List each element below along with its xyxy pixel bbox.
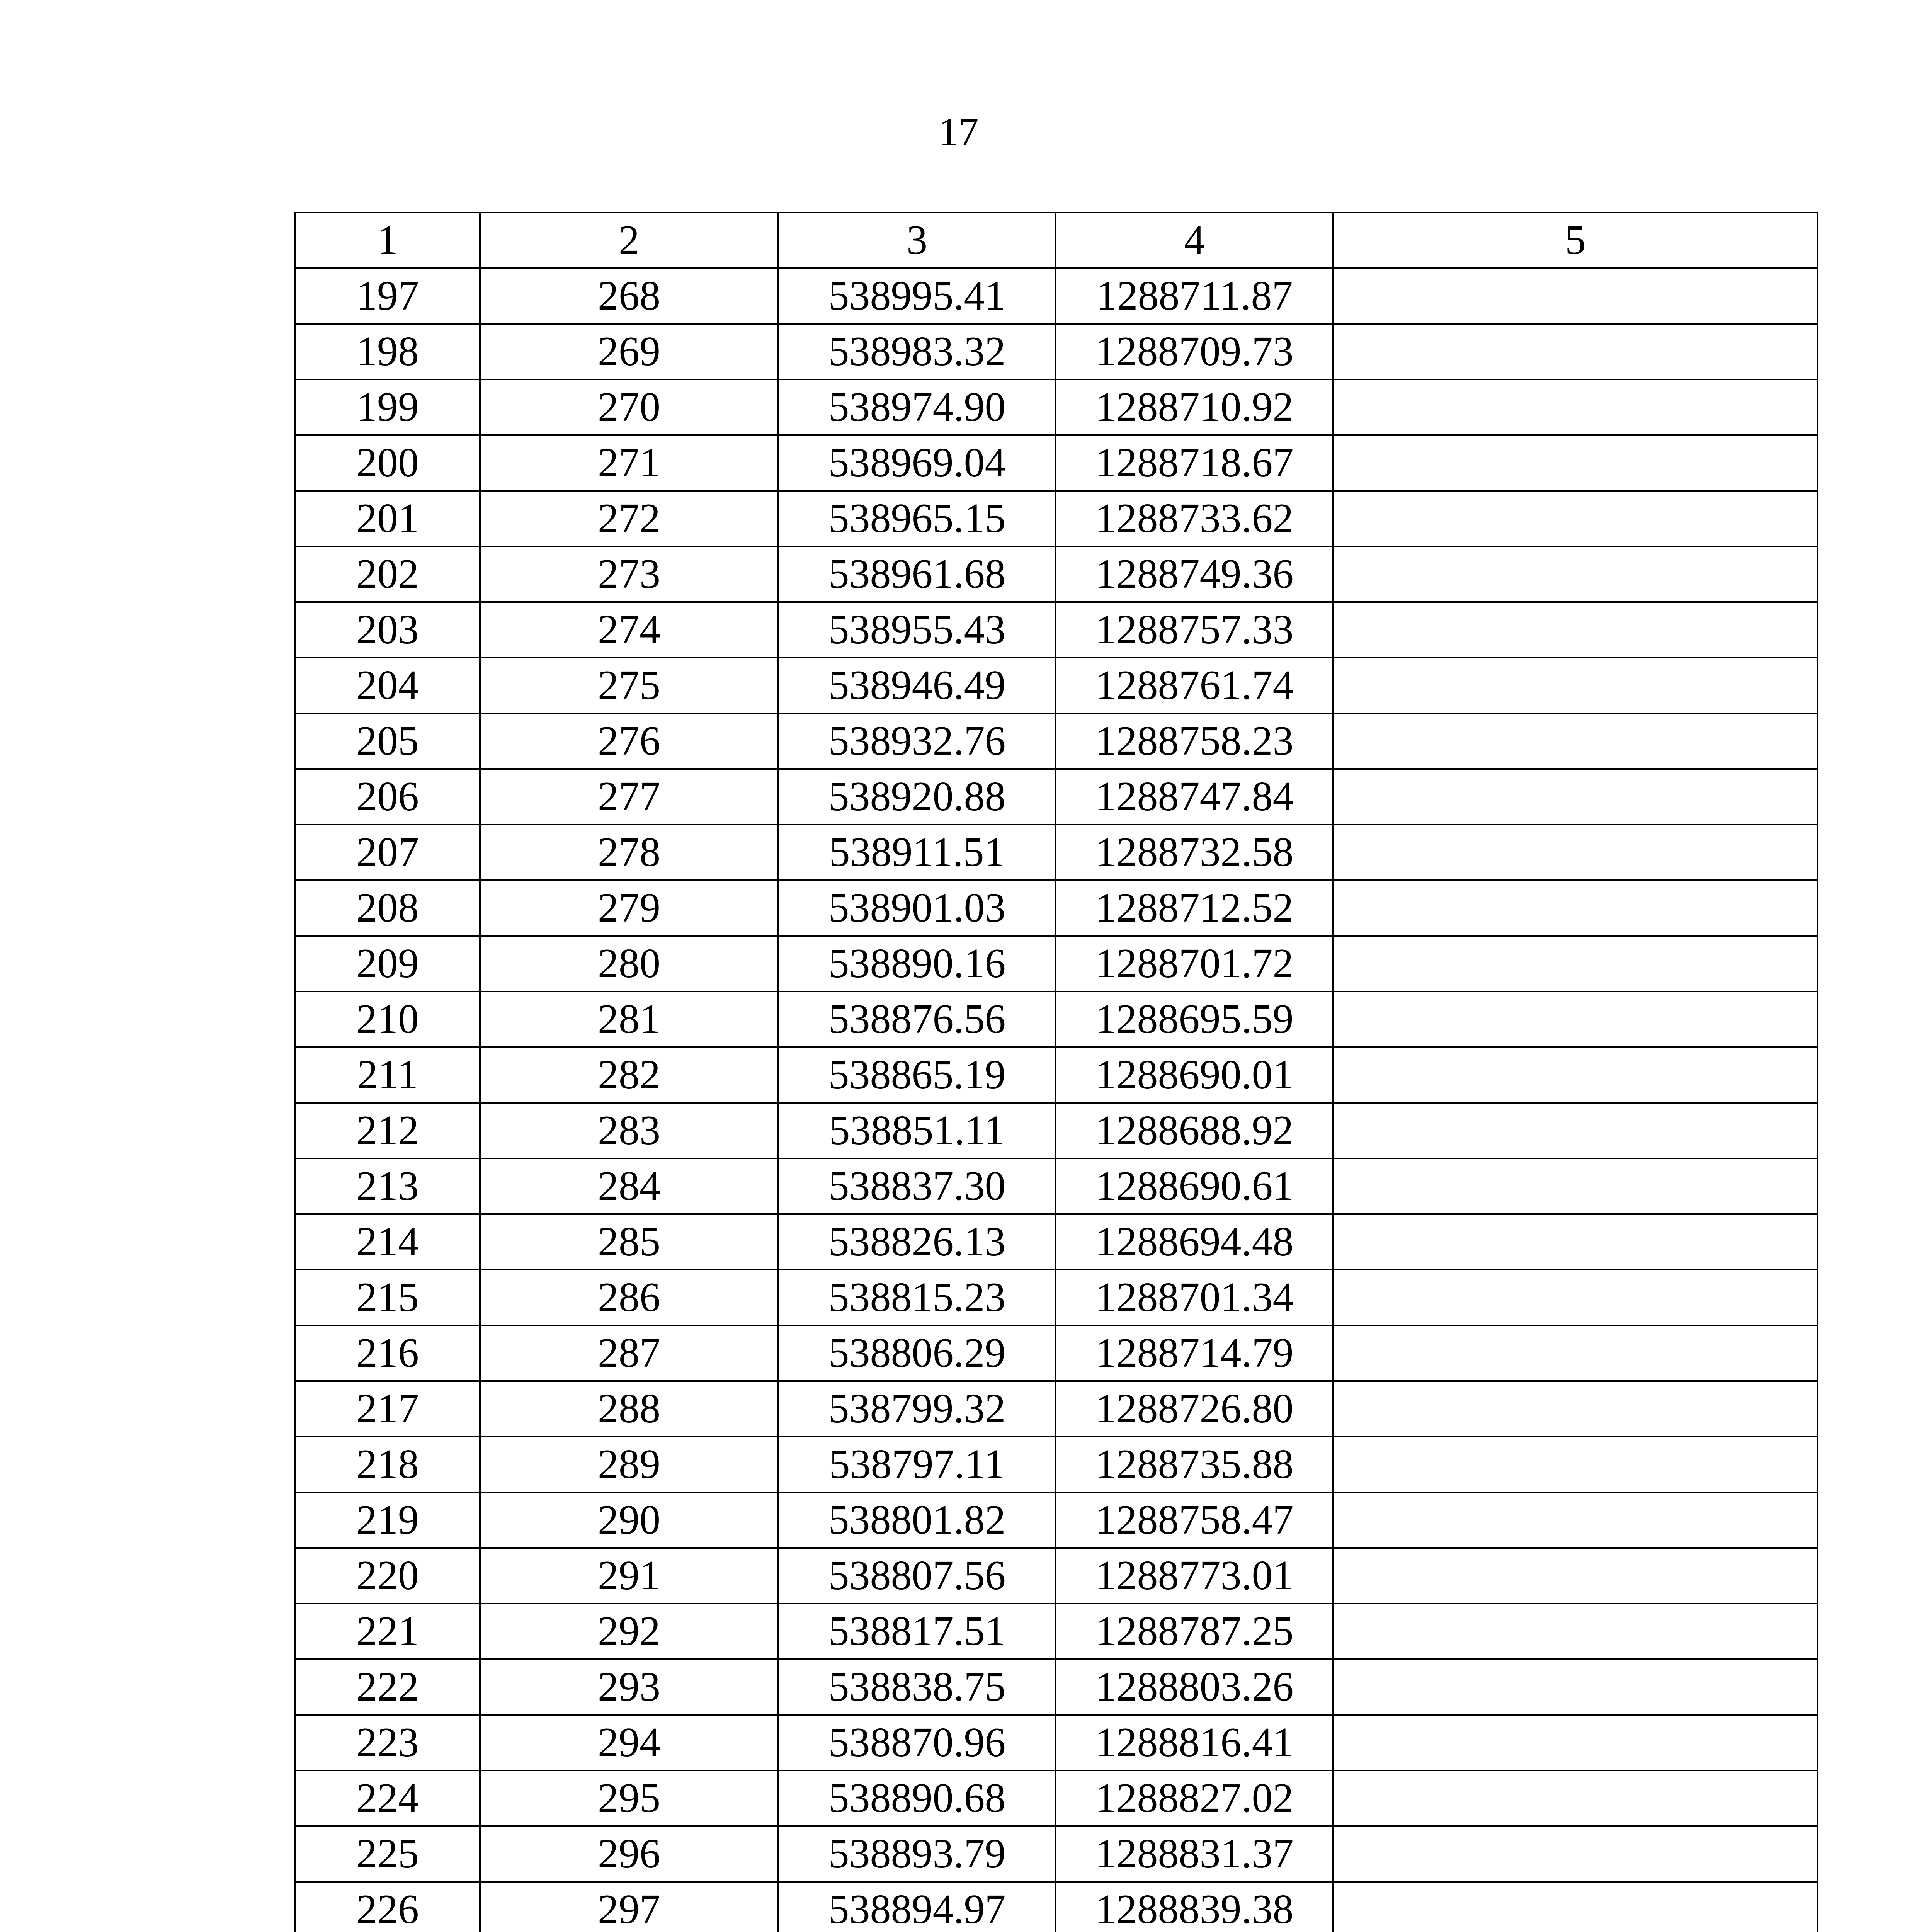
table-cell-col-4: 1288839.38 (1056, 1882, 1333, 1932)
table-cell-col-4: 1288701.34 (1056, 1270, 1333, 1325)
table-cell-col-3: 538799.32 (778, 1381, 1056, 1437)
table-cell-col-1: 224 (295, 1770, 480, 1826)
table-cell-col-2: 290 (480, 1492, 778, 1548)
table-row (295, 1381, 1818, 1437)
table-cell-col-2: 269 (480, 324, 778, 379)
table-row (295, 825, 1818, 880)
table-cell-col-2: 280 (480, 936, 778, 992)
table-cell-col-4: 1288690.01 (1056, 1047, 1333, 1103)
table-cell-col-4: 1288711.87 (1056, 268, 1333, 324)
table-cell-col-5 (1333, 1103, 1818, 1158)
table-cell-col-4: 1288749.36 (1056, 546, 1333, 602)
table-cell-col-3: 538961.68 (778, 546, 1056, 602)
table-cell-col-2: 274 (480, 602, 778, 658)
table-cell-col-5 (1333, 1158, 1818, 1214)
table-cell-col-4: 1288726.80 (1056, 1381, 1333, 1437)
table-cell-col-1: 226 (295, 1882, 480, 1932)
table-cell-col-2: 284 (480, 1158, 778, 1214)
table-cell-col-2: 288 (480, 1381, 778, 1437)
table-cell-col-4: 1288816.41 (1056, 1715, 1333, 1770)
table-cell-col-5 (1333, 1715, 1818, 1770)
table-row (295, 992, 1818, 1047)
table-cell-col-2: 286 (480, 1270, 778, 1325)
table-cell-col-5 (1333, 1659, 1818, 1715)
table-cell-col-5 (1333, 1770, 1818, 1826)
table-cell-col-5 (1333, 268, 1818, 324)
table-cell-col-4: 1288733.62 (1056, 491, 1333, 546)
table-cell-col-5 (1333, 1214, 1818, 1270)
table-cell-col-3: 538932.76 (778, 713, 1056, 769)
table-cell-col-2: 293 (480, 1659, 778, 1715)
table-cell-col-2: 2 (480, 213, 778, 268)
table-cell-col-2: 285 (480, 1214, 778, 1270)
table-cell-col-4: 1288712.52 (1056, 880, 1333, 936)
table-cell-col-3: 538911.51 (778, 825, 1056, 880)
table-row (295, 1715, 1818, 1770)
table-cell-col-4: 1288710.92 (1056, 379, 1333, 435)
table-cell-col-5 (1333, 769, 1818, 825)
table-row (295, 379, 1818, 435)
table-cell-col-4: 1288690.61 (1056, 1158, 1333, 1214)
table-cell-col-5 (1333, 1882, 1818, 1932)
table-cell-col-4: 1288827.02 (1056, 1770, 1333, 1826)
table-cell-col-3: 538838.75 (778, 1659, 1056, 1715)
table-row (295, 1214, 1818, 1270)
table-row (295, 435, 1818, 491)
table-cell-col-1: 222 (295, 1659, 480, 1715)
table-row (295, 880, 1818, 936)
table-cell-col-1: 207 (295, 825, 480, 880)
table-cell-col-5 (1333, 602, 1818, 658)
table-cell-col-3: 3 (778, 213, 1056, 268)
table-cell-col-5 (1333, 546, 1818, 602)
table-cell-col-5 (1333, 435, 1818, 491)
coordinates-table (294, 212, 1818, 1932)
table-cell-col-5 (1333, 658, 1818, 713)
table-cell-col-2: 294 (480, 1715, 778, 1770)
table-body (295, 213, 1818, 1932)
table-cell-col-5 (1333, 880, 1818, 936)
table-cell-col-3: 538955.43 (778, 602, 1056, 658)
table-cell-col-4: 1288694.48 (1056, 1214, 1333, 1270)
table-cell-col-4: 1288695.59 (1056, 992, 1333, 1047)
table-cell-col-3: 538901.03 (778, 880, 1056, 936)
table-cell-col-1: 214 (295, 1214, 480, 1270)
table-cell-col-3: 538865.19 (778, 1047, 1056, 1103)
table-cell-col-3: 538837.30 (778, 1158, 1056, 1214)
table-cell-col-4: 1288787.25 (1056, 1604, 1333, 1659)
table-cell-col-2: 296 (480, 1826, 778, 1882)
table-row (295, 1103, 1818, 1158)
table-row (295, 1604, 1818, 1659)
table-cell-col-4: 1288761.74 (1056, 658, 1333, 713)
page-number: 17 (938, 110, 979, 154)
table-row (295, 769, 1818, 825)
table-cell-col-3: 538817.51 (778, 1604, 1056, 1659)
table-cell-col-5 (1333, 1270, 1818, 1325)
table-cell-col-2: 275 (480, 658, 778, 713)
table-cell-col-5 (1333, 491, 1818, 546)
table-cell-col-2: 289 (480, 1437, 778, 1492)
table-cell-col-3: 538893.79 (778, 1826, 1056, 1882)
table-cell-col-4: 1288714.79 (1056, 1325, 1333, 1381)
table-cell-col-3: 538983.32 (778, 324, 1056, 379)
table-row (295, 546, 1818, 602)
table-cell-col-2: 276 (480, 713, 778, 769)
table-row (295, 1659, 1818, 1715)
table-cell-col-1: 204 (295, 658, 480, 713)
table-cell-col-5 (1333, 992, 1818, 1047)
table-cell-col-3: 538815.23 (778, 1270, 1056, 1325)
table-cell-col-4: 1288773.01 (1056, 1548, 1333, 1604)
table-cell-col-1: 206 (295, 769, 480, 825)
table-cell-col-4: 1288747.84 (1056, 769, 1333, 825)
table-row (295, 1826, 1818, 1882)
table-cell-col-4: 1288735.88 (1056, 1437, 1333, 1492)
table-cell-col-3: 538851.11 (778, 1103, 1056, 1158)
table-row (295, 1270, 1818, 1325)
table-cell-col-2: 270 (480, 379, 778, 435)
table-cell-col-5 (1333, 1826, 1818, 1882)
table-cell-col-1: 212 (295, 1103, 480, 1158)
table-row (295, 1492, 1818, 1548)
table-cell-col-1: 205 (295, 713, 480, 769)
table-cell-col-1: 211 (295, 1047, 480, 1103)
table-cell-col-2: 279 (480, 880, 778, 936)
table-cell-col-5 (1333, 825, 1818, 880)
table-cell-col-1: 221 (295, 1604, 480, 1659)
table-cell-col-3: 538890.68 (778, 1770, 1056, 1826)
table-cell-col-3: 538946.49 (778, 658, 1056, 713)
table-cell-col-5 (1333, 1437, 1818, 1492)
table-cell-col-3: 538974.90 (778, 379, 1056, 435)
table-cell-col-5: 5 (1333, 213, 1818, 268)
table-cell-col-3: 538920.88 (778, 769, 1056, 825)
table-row (295, 1047, 1818, 1103)
table-cell-col-2: 297 (480, 1882, 778, 1932)
table-cell-col-4: 4 (1056, 213, 1333, 268)
table-cell-col-1: 219 (295, 1492, 480, 1548)
table-cell-col-4: 1288757.33 (1056, 602, 1333, 658)
table-cell-col-4: 1288732.58 (1056, 825, 1333, 880)
table-cell-col-5 (1333, 1047, 1818, 1103)
table-cell-col-1: 210 (295, 992, 480, 1047)
table-cell-col-1: 218 (295, 1437, 480, 1492)
table-cell-col-1: 198 (295, 324, 480, 379)
table-cell-col-1: 1 (295, 213, 480, 268)
table-row (295, 1158, 1818, 1214)
table-cell-col-4: 1288758.23 (1056, 713, 1333, 769)
table-cell-col-3: 538890.16 (778, 936, 1056, 992)
table-cell-col-2: 295 (480, 1770, 778, 1826)
table-row (295, 658, 1818, 713)
table-cell-col-3: 538995.41 (778, 268, 1056, 324)
table-cell-col-1: 209 (295, 936, 480, 992)
table-cell-col-4: 1288701.72 (1056, 936, 1333, 992)
table-cell-col-1: 217 (295, 1381, 480, 1437)
table-cell-col-3: 538807.56 (778, 1548, 1056, 1604)
table-cell-col-4: 1288718.67 (1056, 435, 1333, 491)
table-cell-col-1: 216 (295, 1325, 480, 1381)
table-cell-col-1: 215 (295, 1270, 480, 1325)
table-cell-col-1: 225 (295, 1826, 480, 1882)
table-cell-col-5 (1333, 1548, 1818, 1604)
table-row (295, 936, 1818, 992)
table-row (295, 1548, 1818, 1604)
table-cell-col-2: 273 (480, 546, 778, 602)
table-cell-col-2: 283 (480, 1103, 778, 1158)
table-row (295, 324, 1818, 379)
table-cell-col-5 (1333, 1325, 1818, 1381)
table-cell-col-1: 223 (295, 1715, 480, 1770)
table-cell-col-2: 272 (480, 491, 778, 546)
table-row (295, 602, 1818, 658)
table-cell-col-3: 538806.29 (778, 1325, 1056, 1381)
table-cell-col-5 (1333, 1604, 1818, 1659)
table-cell-col-1: 200 (295, 435, 480, 491)
table-cell-col-1: 208 (295, 880, 480, 936)
table-cell-col-5 (1333, 713, 1818, 769)
table-cell-col-3: 538801.82 (778, 1492, 1056, 1548)
table-cell-col-4: 1288709.73 (1056, 324, 1333, 379)
table-row (295, 268, 1818, 324)
table-cell-col-2: 277 (480, 769, 778, 825)
table-cell-col-3: 538876.56 (778, 992, 1056, 1047)
table-cell-col-1: 220 (295, 1548, 480, 1604)
table-cell-col-5 (1333, 379, 1818, 435)
table-cell-col-1: 202 (295, 546, 480, 602)
table-cell-col-2: 278 (480, 825, 778, 880)
table-cell-col-2: 271 (480, 435, 778, 491)
table-cell-col-2: 282 (480, 1047, 778, 1103)
table-cell-col-4: 1288758.47 (1056, 1492, 1333, 1548)
table-cell-col-1: 213 (295, 1158, 480, 1214)
table-cell-col-3: 538965.15 (778, 491, 1056, 546)
table-cell-col-3: 538870.96 (778, 1715, 1056, 1770)
table-row (295, 1437, 1818, 1492)
table-cell-col-2: 291 (480, 1548, 778, 1604)
table-cell-col-4: 1288831.37 (1056, 1826, 1333, 1882)
table-row (295, 1882, 1818, 1932)
table-cell-col-4: 1288688.92 (1056, 1103, 1333, 1158)
table-cell-col-5 (1333, 1492, 1818, 1548)
table-cell-col-1: 197 (295, 268, 480, 324)
table-cell-col-3: 538826.13 (778, 1214, 1056, 1270)
table-cell-col-5 (1333, 324, 1818, 379)
table-cell-col-5 (1333, 936, 1818, 992)
table-row (295, 1325, 1818, 1381)
table-cell-col-5 (1333, 1381, 1818, 1437)
table-cell-col-3: 538797.11 (778, 1437, 1056, 1492)
table-cell-col-3: 538894.97 (778, 1882, 1056, 1932)
table-row (295, 713, 1818, 769)
table-cell-col-2: 292 (480, 1604, 778, 1659)
table-row (295, 491, 1818, 546)
table-cell-col-3: 538969.04 (778, 435, 1056, 491)
table-cell-col-4: 1288803.26 (1056, 1659, 1333, 1715)
table-cell-col-2: 268 (480, 268, 778, 324)
table-cell-col-2: 281 (480, 992, 778, 1047)
table-header-row (295, 213, 1818, 268)
table-cell-col-1: 203 (295, 602, 480, 658)
table-row (295, 1770, 1818, 1826)
table-cell-col-1: 201 (295, 491, 480, 546)
table-cell-col-2: 287 (480, 1325, 778, 1381)
table-cell-col-1: 199 (295, 379, 480, 435)
